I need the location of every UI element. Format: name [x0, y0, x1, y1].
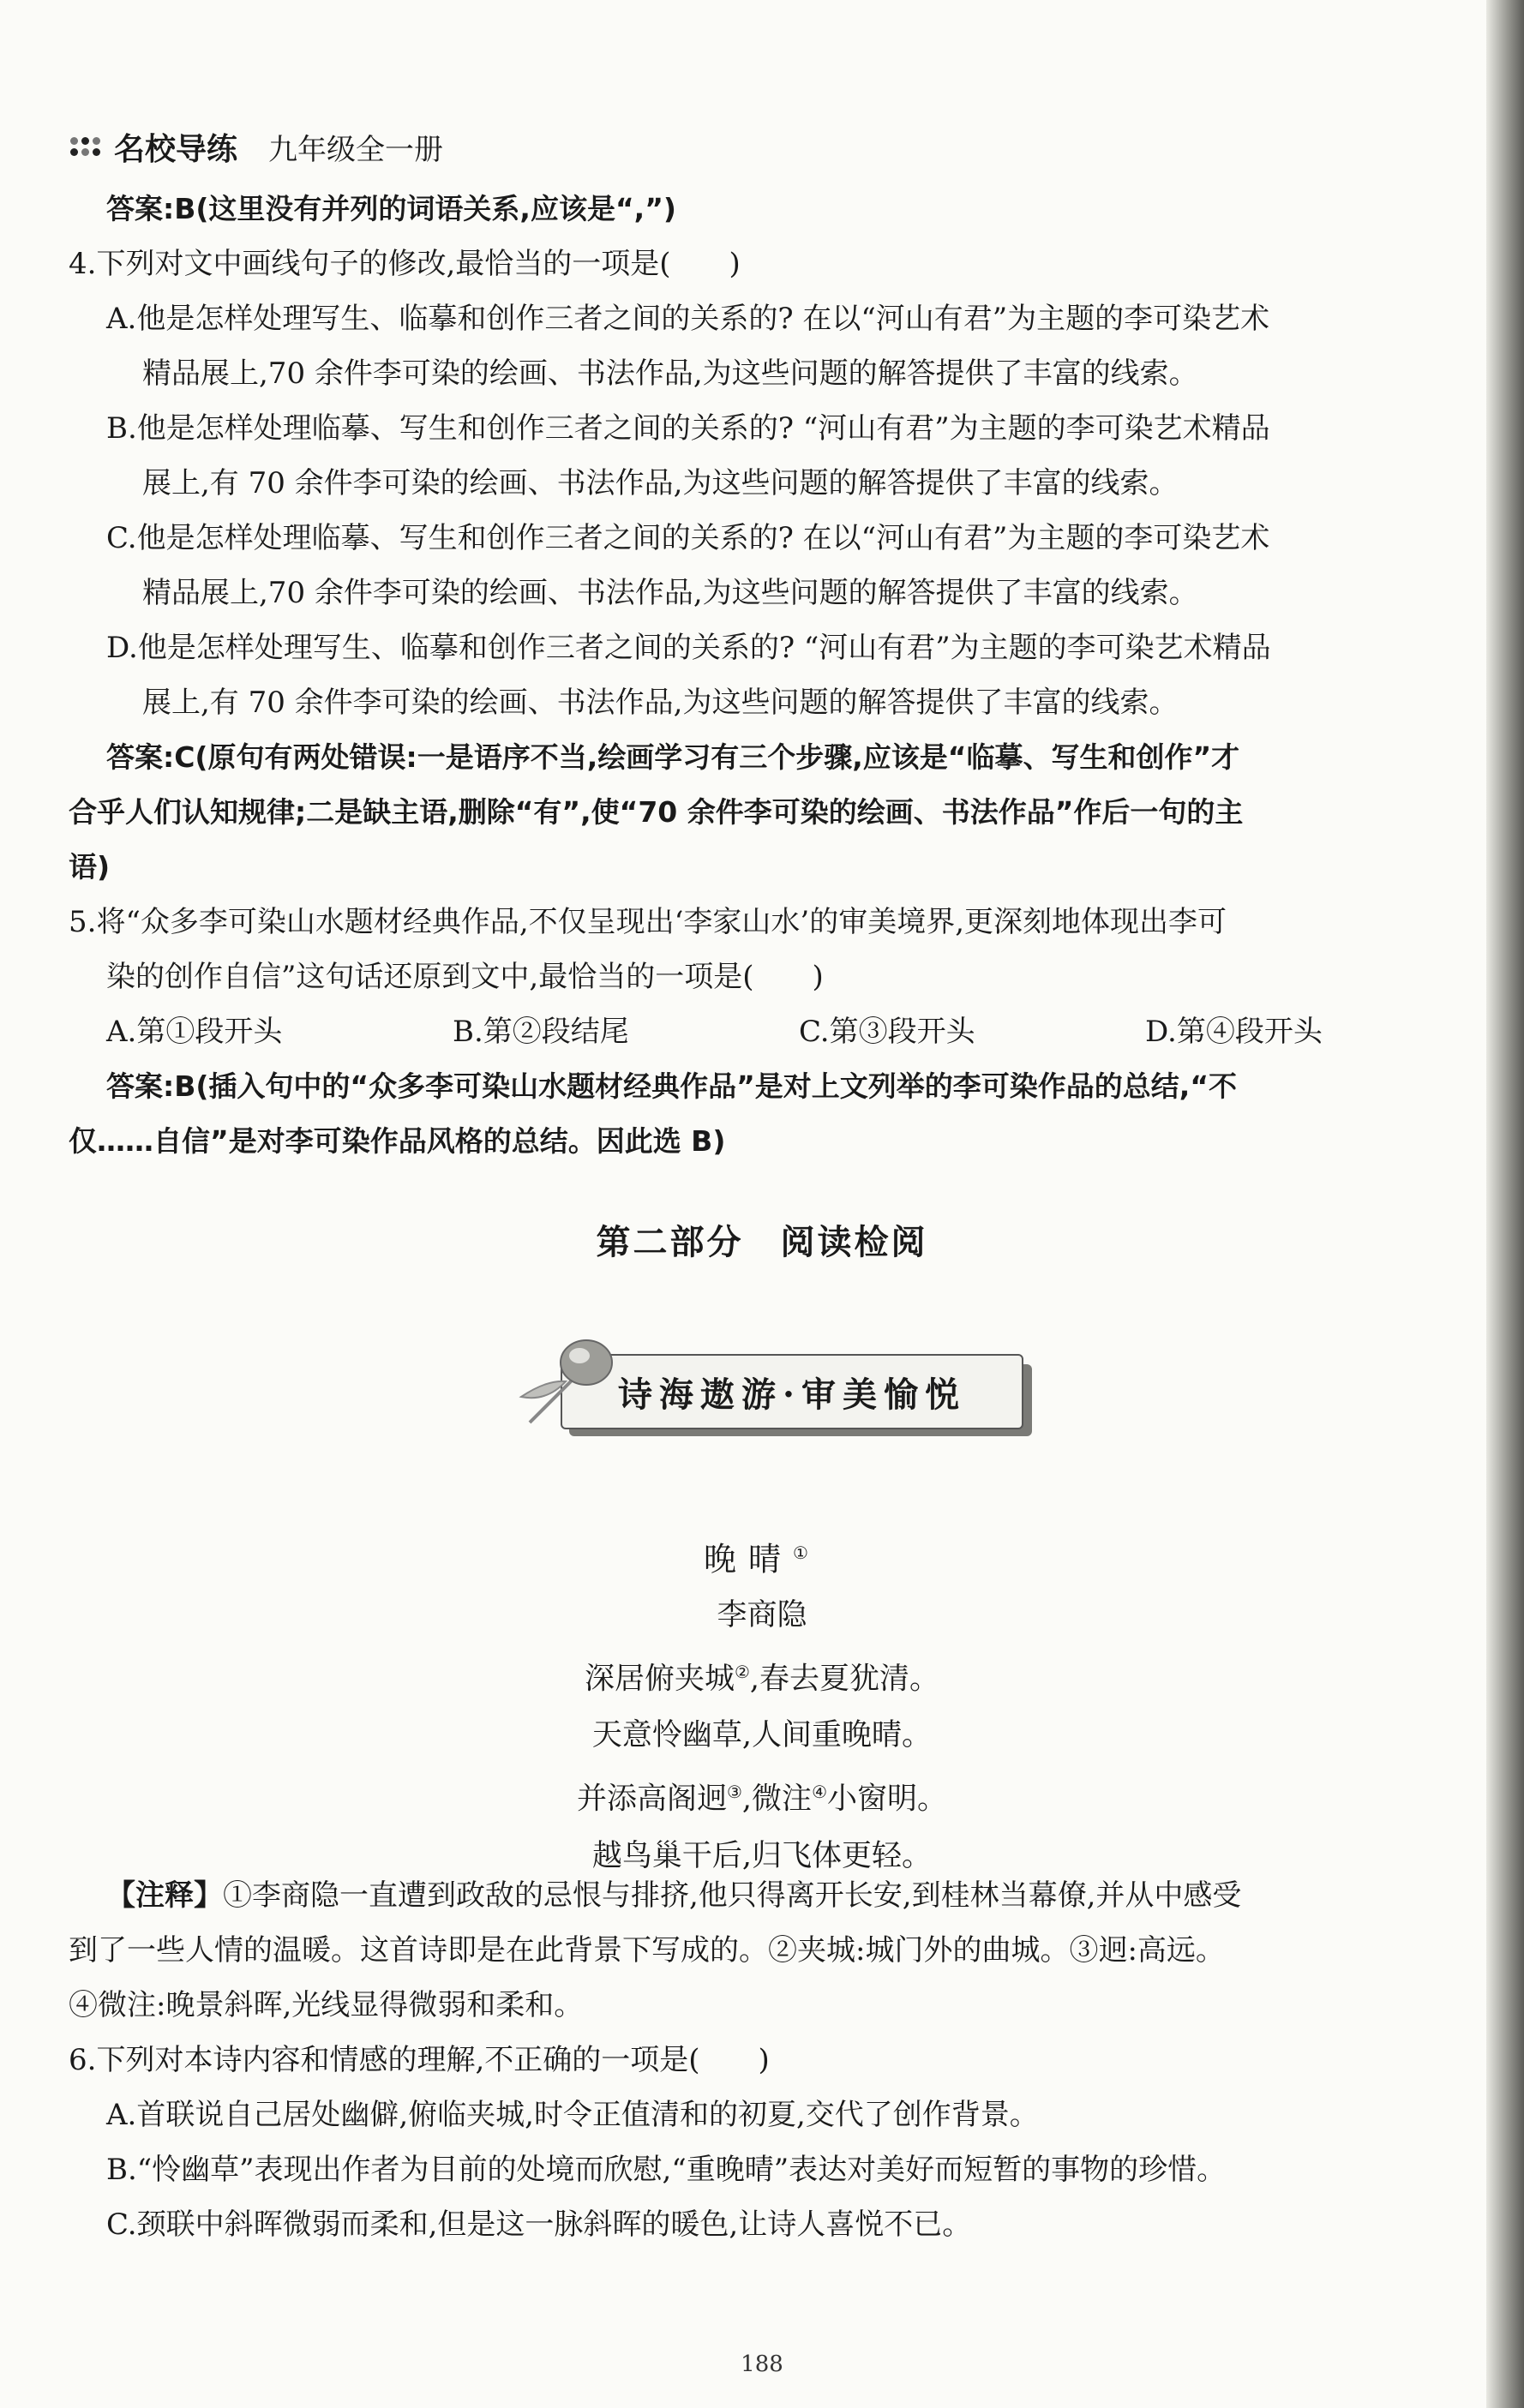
- q4-option-c-line1: C.他是怎样处理临摹、写生和创作三者之间的关系的? 在以“河山有君”为主题的李可染艺术: [106, 521, 1270, 555]
- q5-option-a: A.第①段开头: [106, 1015, 283, 1049]
- q4-option-b-line2: 展上,有 70 余件李可染的绘画、书法作品,为这些问题的解答提供了丰富的线索。: [142, 466, 1179, 500]
- poem-title: 晚晴①: [704, 1540, 820, 1578]
- q6-option-c: C.颈联中斜晖微弱而柔和,但是这一脉斜晖的暖色,让诗人喜悦不已。: [106, 2207, 972, 2242]
- q5-option-d: D.第④段开头: [1145, 1015, 1323, 1049]
- q5-option-c: C.第③段开头: [799, 1015, 975, 1049]
- q5-options: [69, 1004, 1491, 1059]
- q4-option-a-line2: 精品展上,70 余件李可染的绘画、书法作品,为这些问题的解答提供了丰富的线索。: [142, 356, 1198, 391]
- section-title: 第二部分 阅读检阅: [596, 1223, 928, 1262]
- poem-line-1: 深居俯夹城②,春去夏犹清。: [584, 1661, 940, 1697]
- q4-answer-line1: 答案:C(原句有两处错误:一是语序不当,绘画学习有三个步骤,应该是“临摹、写生和创作”才: [106, 740, 1240, 774]
- q6-option-b: B.“怜幽草”表现出作者为目前的处境而欣慰,“重晚晴”表达对美好而短暂的事物的珍惜。: [106, 2153, 1227, 2187]
- header-grade: 九年级全一册: [268, 132, 444, 167]
- poem-author: 李商隐: [717, 1597, 807, 1632]
- questions-section: [69, 182, 1491, 1169]
- notes-line-2: 到了一些人情的温暖。这首诗即是在此背景下写成的。②夹城:城门外的曲城。③迥:高远。: [69, 1933, 1225, 1968]
- q4-answer-line3: 语): [69, 850, 111, 884]
- q4-answer-line2: 合乎人们认知规律;二是缺主语,删除“有”,使“70 余件李可染的绘画、书法作品”作后一句的主: [69, 795, 1244, 829]
- page-header: [70, 125, 443, 168]
- header-brand: 名校导练: [114, 131, 238, 167]
- q3-answer: 答案:B(这里没有并列的词语关系,应该是“,”): [106, 192, 676, 225]
- notes-section: [69, 1868, 1491, 2252]
- notes-line-1: 【注释】①李商隐一直遭到政敌的忌恨与排挤,他只得离开长安,到桂林当幕僚,并从中感受: [106, 1878, 1242, 1913]
- notes-label: 【注释】: [106, 1878, 223, 1913]
- q5-option-b: B.第②段结尾: [453, 1015, 629, 1049]
- header-dots-icon: [70, 137, 100, 156]
- pushpin-icon: [513, 1320, 633, 1440]
- q6-option-a: A.首联说自己居处幽僻,俯临夹城,时令正值清和的初夏,交代了创作背景。: [106, 2098, 1039, 2132]
- poem-line-2: 天意怜幽草,人间重晚晴。: [591, 1718, 933, 1753]
- page-number: 188: [741, 2351, 783, 2377]
- q4-option-d-line2: 展上,有 70 余件李可染的绘画、书法作品,为这些问题的解答提供了丰富的线索。: [142, 686, 1179, 720]
- q4-stem: 4.下列对文中画线句子的修改,最恰当的一项是( ): [69, 247, 741, 281]
- q4-option-b-line1: B.他是怎样处理临摹、写生和创作三者之间的关系的? “河山有君”为主题的李可染艺术精品: [106, 411, 1270, 446]
- poem-line-3: 并添高阁迥③,微注④小窗明。: [576, 1782, 948, 1817]
- q5-answer-line1: 答案:B(插入句中的“众多李可染山水题材经典作品”是对上文列举的李可染作品的总结,“不: [106, 1069, 1238, 1103]
- section-banner: [513, 1320, 1044, 1491]
- page-edge-shadow: [1486, 0, 1524, 2408]
- q4-option-a-line1: A.他是怎样处理写生、临摹和创作三者之间的关系的? 在以“河山有君”为主题的李可染艺术: [106, 302, 1270, 336]
- q5-stem-line2: 染的创作自信”这句话还原到文中,最恰当的一项是( ): [106, 960, 824, 994]
- q4-option-d-line1: D.他是怎样处理写生、临摹和创作三者之间的关系的? “河山有君”为主题的李可染艺术精品: [106, 631, 1271, 665]
- q6-stem: 6.下列对本诗内容和情感的理解,不正确的一项是( ): [69, 2043, 770, 2077]
- poem: [0, 1525, 1524, 1884]
- q5-stem-line1: 5.将“众多李可染山水题材经典作品,不仅呈现出‘李家山水’的审美境界,更深刻地体现出李可: [69, 905, 1227, 939]
- poem-line-4: 越鸟巢干后,归飞体更轻。: [591, 1838, 933, 1873]
- q5-answer-line2: 仅……自信”是对李可染作品风格的总结。因此选 B): [69, 1124, 726, 1158]
- poem-title-note: ①: [793, 1542, 820, 1563]
- q4-option-c-line2: 精品展上,70 余件李可染的绘画、书法作品,为这些问题的解答提供了丰富的线索。: [142, 576, 1198, 610]
- notes-line-3: ④微注:晚景斜晖,光线显得微弱和柔和。: [69, 1988, 584, 2022]
- banner-label: 诗海遨游·审美愉悦: [561, 1354, 1023, 1429]
